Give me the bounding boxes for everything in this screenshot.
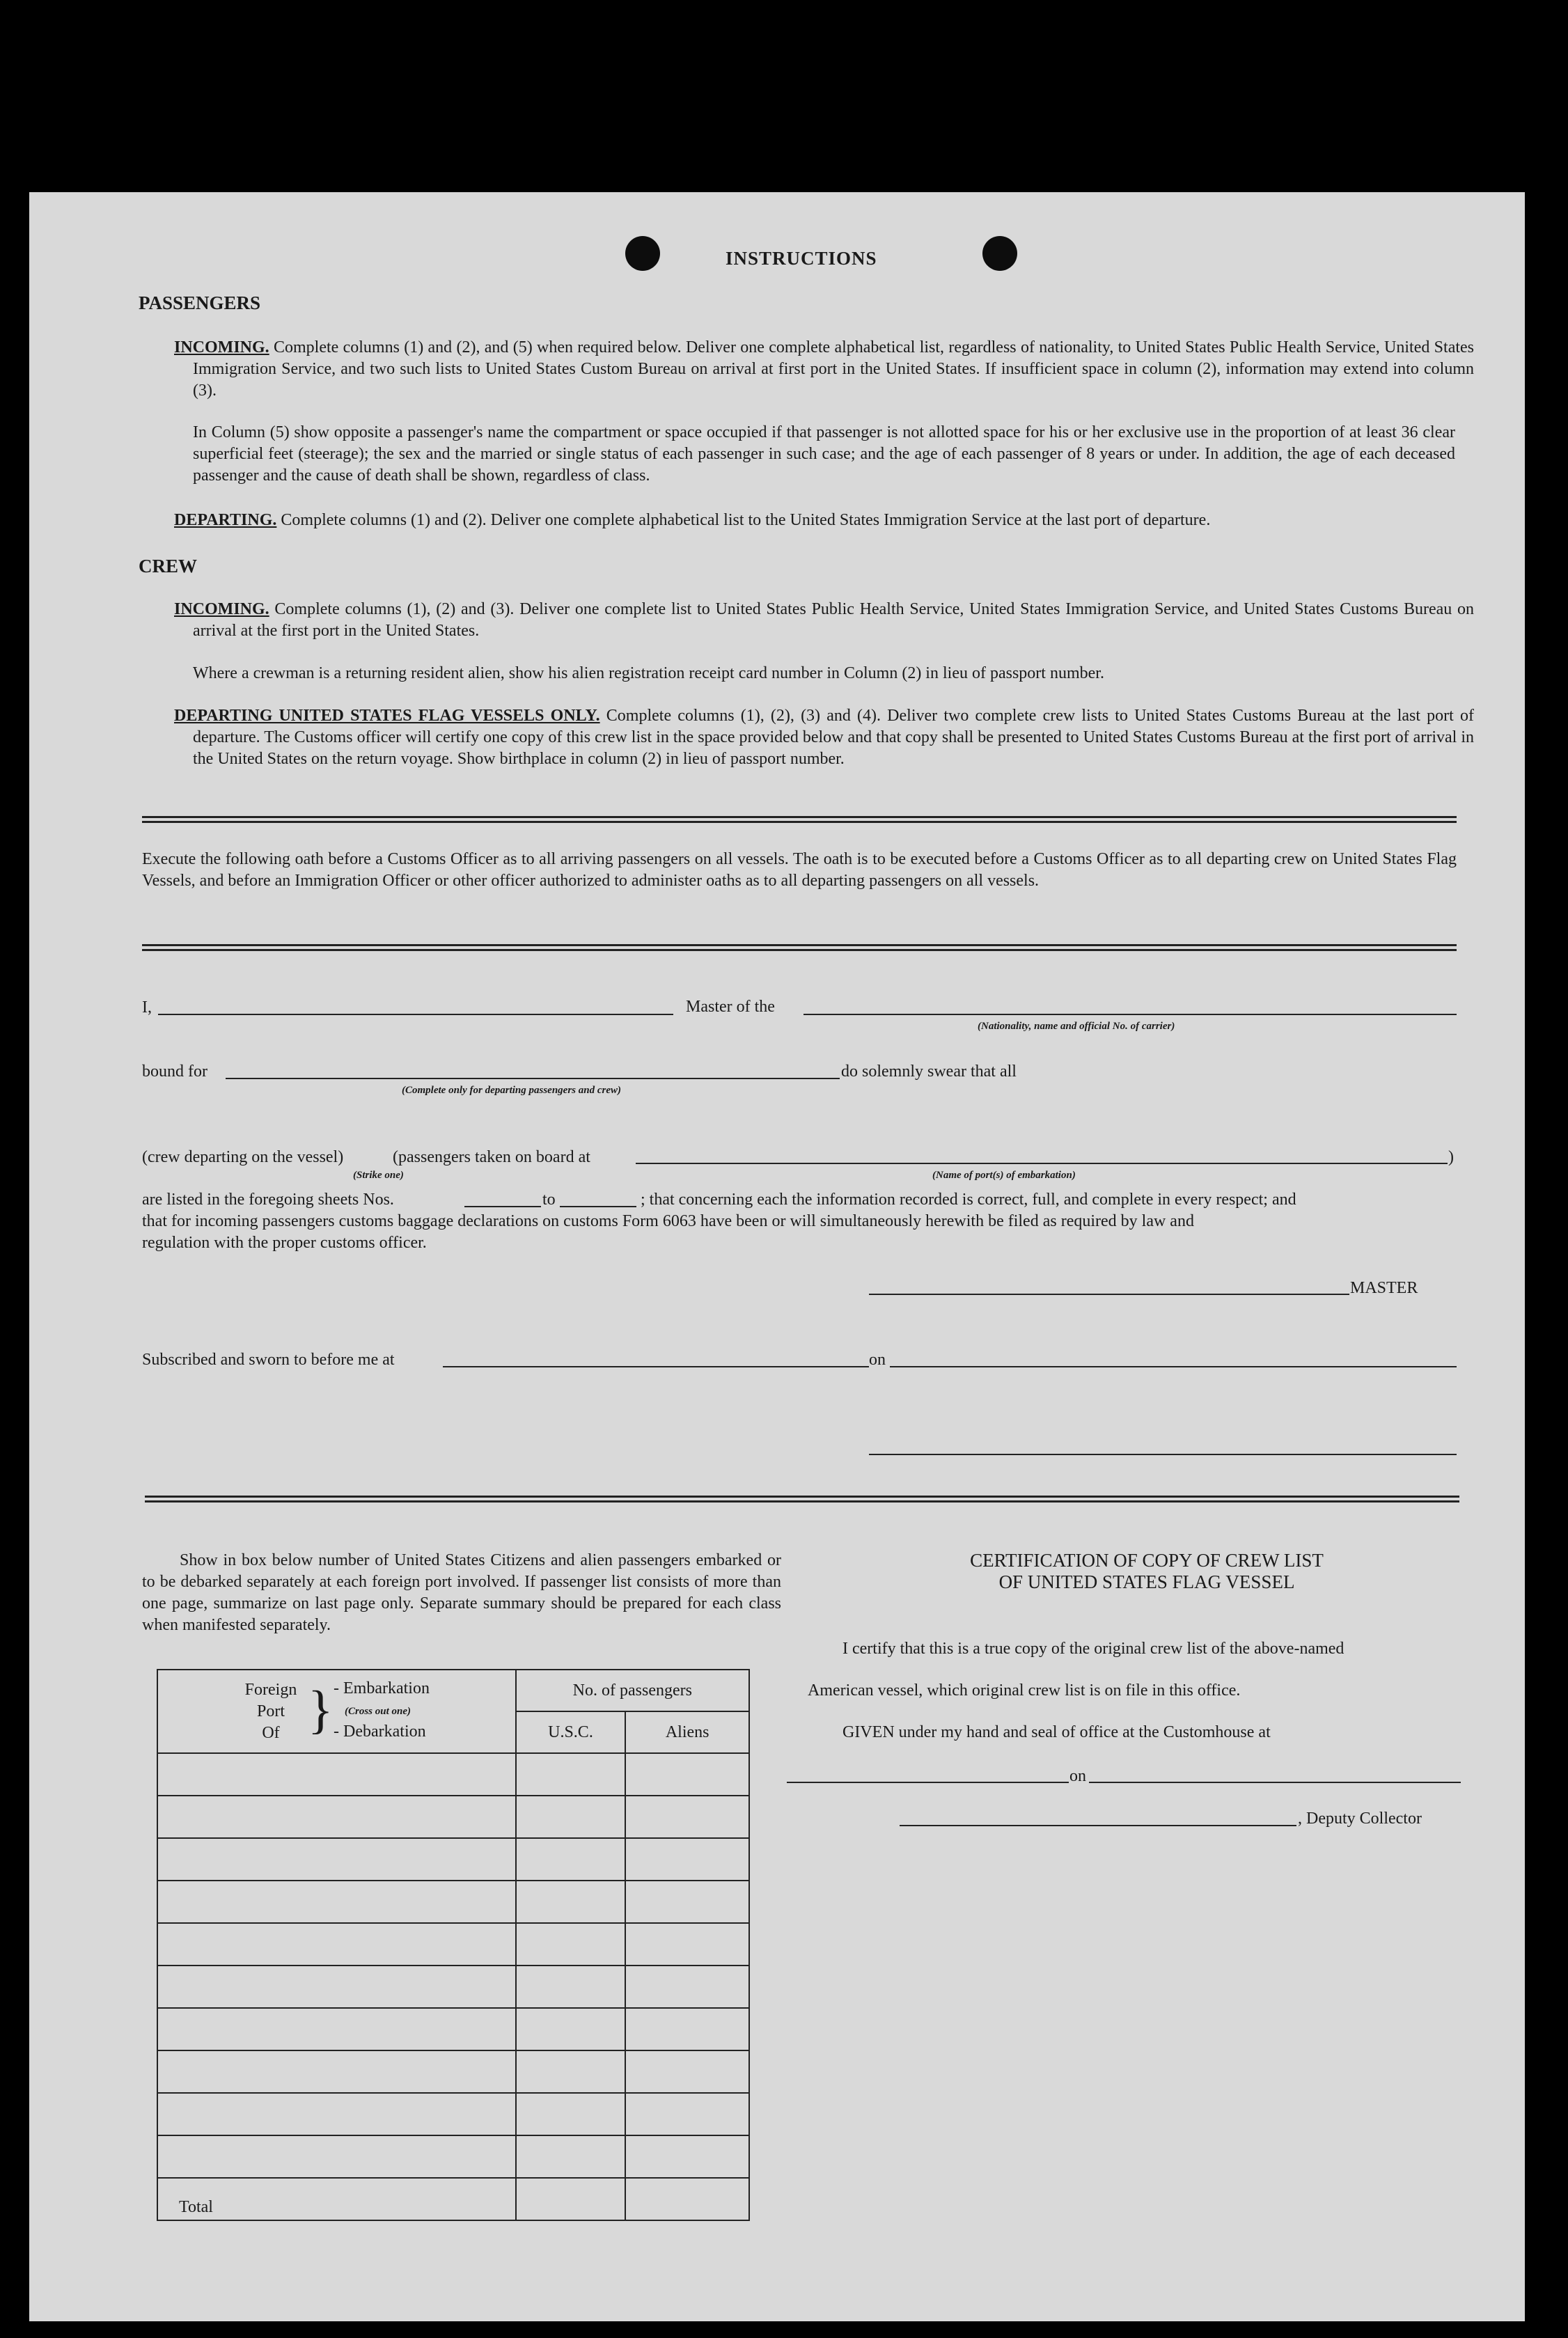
port-cell[interactable]	[157, 1838, 516, 1881]
table-row	[157, 2008, 749, 2050]
header-foreign: Foreign	[244, 1681, 297, 1699]
passengers-departing-label: DEPARTING.	[174, 511, 277, 529]
deputy-collector-signature-field[interactable]	[900, 1825, 1296, 1826]
crew-departing-text: Complete columns (1), (2), (3) and (4). Deliver two complete crew lists to United States Customs Bureau at the last port of departure. The Customs officer will certify one copy of this crew list in the space provided below and that copy shall be presented to United States Customs Bureau at the first port of arrival in the United States on the return voyage. Show birthplace in column (2) in lieu of passport number.	[193, 707, 1474, 768]
given-line: GIVEN under my hand and seal of office at the Customhouse at	[842, 1723, 1271, 1741]
port-cell[interactable]	[157, 2050, 516, 2093]
certify-line1: I certify that this is a true copy of the original crew list of the above-named	[842, 1640, 1344, 1658]
aliens-cell[interactable]	[625, 2135, 749, 2178]
usc-cell[interactable]	[516, 1923, 626, 1966]
certification-date-field[interactable]	[1089, 1782, 1461, 1783]
master-of-label: Master of the	[686, 998, 775, 1016]
subscribed-label: Subscribed and sworn to before me at	[142, 1351, 395, 1369]
usc-cell[interactable]	[516, 1966, 626, 2008]
usc-cell[interactable]	[516, 1838, 626, 1881]
port-column-header	[157, 1670, 516, 1753]
crew-heading: CREW	[139, 556, 198, 576]
aliens-cell[interactable]	[625, 1753, 749, 1796]
to-label: to	[542, 1191, 556, 1209]
strike-hint: (Strike one)	[353, 1170, 404, 1181]
listed-prefix: are listed in the foregoing sheets Nos.	[142, 1191, 394, 1209]
bound-for-hint: (Complete only for departing passengers and crew)	[402, 1085, 621, 1096]
crew-departing-paragraph	[174, 705, 1474, 770]
port-hint: (Name of port(s) of embarkation)	[932, 1170, 1076, 1181]
usc-cell[interactable]	[516, 2093, 626, 2135]
header-port: Port	[256, 1702, 285, 1720]
certification-title-line2: OF UNITED STATES FLAG VESSEL	[998, 1571, 1295, 1592]
swear-label: do solemnly swear that all	[841, 1062, 1017, 1081]
bound-for-label: bound for	[142, 1062, 207, 1081]
official-signature-field[interactable]	[869, 1454, 1457, 1455]
header-cross-out: (Cross out one)	[345, 1706, 411, 1717]
oath-intro: Execute the following oath before a Customs Officer as to all arriving passengers on all vessels. The oath is to be executed before a Customs Officer as to all departing crew on United States Flag Vessels, and before an Immigration Officer or other officer authorized to administer oaths as to all departing passengers on all vessels.	[142, 850, 1457, 890]
table-row	[157, 1966, 749, 2008]
usc-cell[interactable]	[516, 1881, 626, 1923]
header-embarkation: - Embarkation	[334, 1679, 430, 1697]
bound-for-field[interactable]	[226, 1078, 840, 1079]
aliens-cell[interactable]	[625, 1838, 749, 1881]
port-cell[interactable]	[157, 2093, 516, 2135]
header-no-passengers: No. of passengers	[516, 1670, 749, 1711]
header-brace: }	[308, 1681, 334, 1739]
oath-i-label: I,	[142, 998, 152, 1017]
aliens-cell[interactable]	[625, 2050, 749, 2093]
listed-suffix: ; that concerning each the information recorded is correct, full, and complete in every respect; and	[641, 1191, 1296, 1209]
vessel-field[interactable]	[803, 1014, 1457, 1015]
listed-line3: regulation with the proper customs officer.	[142, 1234, 427, 1252]
sworn-on-label: on	[869, 1351, 886, 1369]
table-row	[157, 1881, 749, 1923]
embarkation-port-field[interactable]	[636, 1163, 1448, 1164]
aliens-cell[interactable]	[625, 1796, 749, 1838]
passengers-departing-text: Complete columns (1) and (2). Deliver one complete alphabetical list to the United States Immigration Service at the last port of departure.	[281, 511, 1211, 529]
aliens-cell[interactable]	[625, 1881, 749, 1923]
port-cell[interactable]	[157, 2008, 516, 2050]
certification-title	[823, 1550, 1471, 1593]
total-row	[157, 2178, 749, 2220]
instructions-title: INSTRUCTIONS	[726, 248, 877, 269]
header-of: Of	[262, 1724, 280, 1742]
double-rule-3	[145, 1496, 1459, 1503]
double-rule-1	[142, 816, 1457, 823]
vessel-field-hint: (Nationality, name and official No. of carrier)	[978, 1021, 1175, 1032]
summary-instructions: Show in box below number of United States Citizens and alien passengers embarked or to be debarked separately at each foreign port involved. If passenger list consists of more than one page, summarize on last page only. Separate summary should be prepared for each class when manifested separately.	[142, 1551, 781, 1634]
customhouse-field[interactable]	[787, 1782, 1069, 1783]
aliens-cell[interactable]	[625, 2093, 749, 2135]
passengers-heading: PASSENGERS	[139, 292, 261, 313]
total-aliens-cell[interactable]	[625, 2178, 749, 2220]
master-label: MASTER	[1350, 1279, 1418, 1297]
passenger-summary-table	[157, 1669, 750, 2221]
double-rule-2	[142, 944, 1457, 951]
header-usc: U.S.C.	[516, 1711, 626, 1753]
port-cell[interactable]	[157, 1753, 516, 1796]
usc-cell[interactable]	[516, 2135, 626, 2178]
crew-incoming-paragraph	[174, 599, 1474, 642]
table-row	[157, 1923, 749, 1966]
punch-hole-left	[625, 236, 660, 271]
header-debarkation: - Debarkation	[334, 1723, 426, 1741]
crew-incoming-text: Complete columns (1), (2) and (3). Deliver one complete list to United States Public Health Service, United States Immigration Service, and United States Customs Bureau on arrival at the first port in the United States.	[193, 600, 1475, 640]
aliens-cell[interactable]	[625, 2008, 749, 2050]
table-row	[157, 1796, 749, 1838]
port-cell[interactable]	[157, 1966, 516, 2008]
port-cell[interactable]	[157, 1796, 516, 1838]
certification-on-label: on	[1069, 1767, 1086, 1785]
usc-cell[interactable]	[516, 1753, 626, 1796]
sworn-date-field[interactable]	[890, 1366, 1457, 1367]
certification-title-line1: CERTIFICATION OF COPY OF CREW LIST	[970, 1550, 1324, 1571]
certify-line2: American vessel, which original crew list is on file in this office.	[808, 1681, 1241, 1700]
total-label: Total	[157, 2178, 516, 2220]
aliens-cell[interactable]	[625, 1923, 749, 1966]
aliens-cell[interactable]	[625, 1966, 749, 2008]
passengers-incoming-paragraph	[174, 337, 1474, 402]
usc-cell[interactable]	[516, 2008, 626, 2050]
port-cell[interactable]	[157, 1923, 516, 1966]
passengers-departing-paragraph	[174, 510, 1455, 531]
punch-hole-right	[982, 236, 1017, 271]
total-usc-cell[interactable]	[516, 2178, 626, 2220]
crew-departing-option: (crew departing on the vessel)	[142, 1148, 344, 1166]
table-row	[157, 1838, 749, 1881]
master-name-field[interactable]	[158, 1014, 673, 1015]
usc-cell[interactable]	[516, 2050, 626, 2093]
sworn-place-field[interactable]	[443, 1366, 869, 1367]
port-cell[interactable]	[157, 2135, 516, 2178]
crew-resident-paragraph: Where a crewman is a returning resident alien, show his alien registration receipt card number in Column (2) in lieu of passport number.	[193, 664, 1104, 682]
port-cell[interactable]	[157, 1881, 516, 1923]
passengers-column5-paragraph: In Column (5) show opposite a passenger's name the compartment or space occupied if that passenger is not allotted space for his or her exclusive use in the proportion of at least 36 clear superficial feet (steerage); the sex and the married or single status of each passenger in such case; and the age of each passenger of 8 years or under. In addition, the age of each deceased passenger and the cause of death shall be shown, regardless of class.	[193, 423, 1455, 485]
table-row	[157, 2093, 749, 2135]
sheet-from-field[interactable]	[464, 1206, 541, 1207]
table-row	[157, 1753, 749, 1796]
passengers-incoming-text: Complete columns (1) and (2), and (5) when required below. Deliver one complete alphabetical list, regardless of nationality, to United States Public Health Service, United States Immigration Service, and two such lists to United States Custom Bureau on arrival at first port in the United States. If insufficient space in column (2), information may extend into column (3).	[193, 338, 1474, 400]
table-row	[157, 2050, 749, 2093]
sheet-to-field[interactable]	[560, 1206, 636, 1207]
form-page	[29, 192, 1525, 2321]
close-paren: )	[1448, 1148, 1454, 1166]
crew-departing-label: DEPARTING UNITED STATES FLAG VESSELS ONLY.	[174, 707, 600, 725]
table-row	[157, 2135, 749, 2178]
crew-incoming-label: INCOMING.	[174, 600, 269, 618]
listed-line2: that for incoming passengers customs baggage declarations on customs Form 6063 have been or will simultaneously herewith be filed as required by law and	[142, 1212, 1194, 1230]
deputy-collector-label: , Deputy Collector	[1298, 1810, 1422, 1828]
usc-cell[interactable]	[516, 1796, 626, 1838]
passengers-taken-option: (passengers taken on board at	[393, 1148, 590, 1166]
header-aliens: Aliens	[625, 1711, 749, 1753]
passengers-incoming-label: INCOMING.	[174, 338, 269, 356]
master-signature-field[interactable]	[869, 1294, 1349, 1295]
